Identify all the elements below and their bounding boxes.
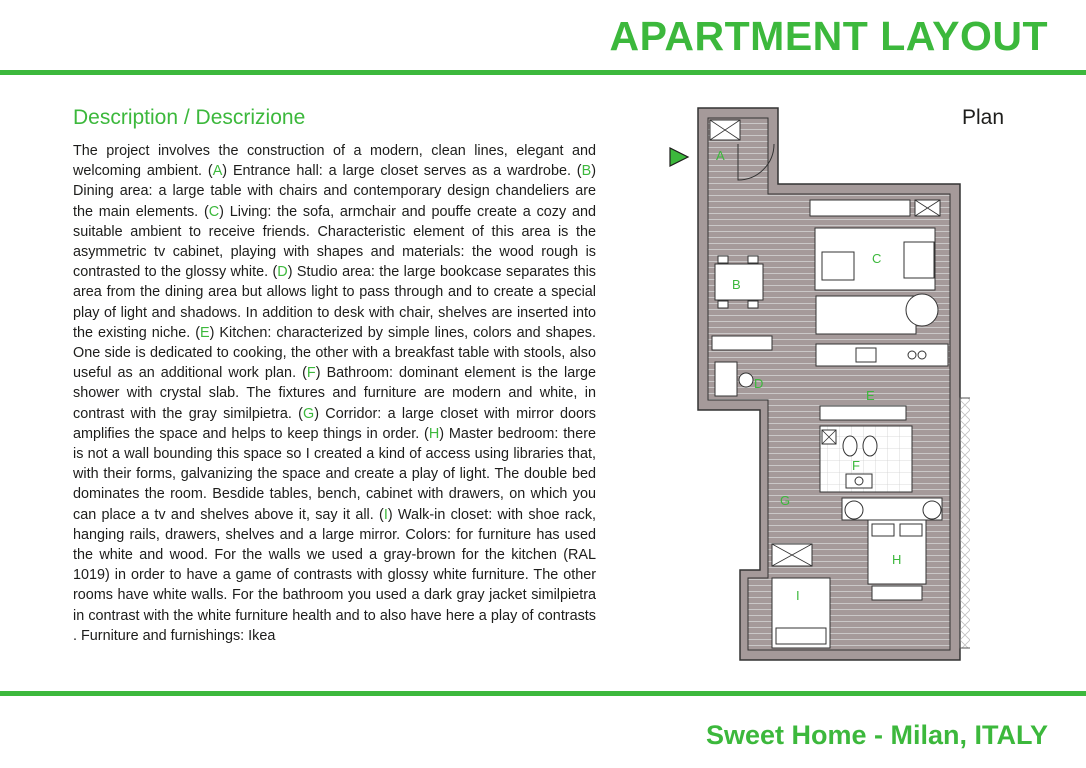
sofa	[816, 296, 916, 334]
top-divider	[0, 70, 1086, 75]
room-label-b: B	[732, 277, 741, 292]
room-letter-ref: F	[306, 365, 316, 382]
pouffe	[906, 294, 938, 326]
description-heading: Description / Descrizione	[73, 106, 306, 129]
room-letter-ref: H	[428, 425, 440, 442]
description-fragment: ) Entrance hall: a large closet serves as a wardrobe. (	[222, 163, 582, 180]
room-letter-ref: E	[200, 324, 210, 341]
description-fragment: ) Master bedroom: there is not a wall bounding this space so I created a kind of access using libraries that, with their forms, galvanizing the space and create a play of light. The double bed dominates the room. Besdide tables, bench, cabinet with drawers, on which you can place a tv and shelves above it, say it all. (	[73, 425, 596, 523]
bench	[872, 586, 922, 600]
room-letter-ref: D	[277, 264, 288, 281]
plan-label: Plan	[962, 106, 1005, 129]
description-fragment: ) Walk-in closet: with shoe rack, hanging rails, drawers, shelves and a large mirror. Colors: for furniture has used the white and wood. For the walls we used a gray-brown for the kitchen (RAL 1019) in order to have a game of contrasts with glossy white furniture. The other rooms have white walls. For the bathroom you used a dark gray jacket similpietra in contrast with the white furniture health and to also have here a play of contrasts . Furniture and furnishings: Ikea	[73, 506, 597, 644]
room-letter-ref: C	[208, 203, 220, 220]
description-fragment: ) Bathroom: dominant element is the large shower with crystal slab. The fixtures and furniture are modern and white, in contrast with the gray similpietra. (	[73, 365, 597, 422]
room-label-g: G	[780, 493, 791, 508]
footer-location: Sweet Home - Milan, ITALY	[705, 720, 1048, 750]
room-letter-ref: I	[383, 506, 388, 523]
breakfast-table	[820, 406, 906, 420]
description-text	[73, 141, 596, 646]
description-fragment: ) Dining area: a large table with chairs and contemporary design chandeliers are the main elements. (	[73, 163, 596, 220]
description-fragment: ) Living: the sofa, armchair and pouffe create a cozy and suitable ambient to receive friends. Characteristic element of this area is the asymmetric tv cabinet, playing with shapes and materials: the wood rough is contrasted to the glossy white. (	[73, 203, 596, 281]
studio-desk	[715, 362, 737, 396]
room-letter-ref: G	[302, 405, 315, 422]
description-fragment: ) Kitchen: characterized by simple lines, colors and shapes. One side is dedicated to cooking, the other with a breakfast table with stools, also useful as an additional work plan. (	[73, 324, 596, 382]
bottom-divider	[0, 691, 1086, 696]
tv-cabinet	[810, 200, 910, 216]
kitchen-counter	[816, 344, 948, 366]
entrance-arrow-icon	[670, 148, 688, 166]
description-fragment: ) Studio area: the large bookcase separates this area from the dining area but allows light to pass through and to create a special play of light and shadows. In addition to desk with chair, shelves are inserted into the existing niche. (	[73, 264, 596, 341]
page-title: APARTMENT LAYOUT	[609, 13, 1048, 59]
room-label-c: C	[872, 251, 882, 266]
room-label-e: E	[866, 388, 875, 403]
room-label-f: F	[852, 458, 860, 473]
description-fragment: ) Corridor: a large closet with mirror doors amplifies the space and helps to keep things in order. (	[73, 405, 596, 442]
room-letter-ref: B	[581, 163, 592, 180]
room-label-a: A	[716, 148, 725, 163]
description-fragment: The project involves the construction of a modern, clean lines, elegant and welcoming ambient. (	[73, 143, 596, 180]
room-label-d: D	[754, 376, 764, 391]
balcony	[960, 398, 970, 648]
room-label-h: H	[892, 552, 902, 567]
room-label-i: I	[796, 588, 800, 603]
floor-plan	[660, 100, 970, 670]
bookcase	[712, 336, 772, 350]
room-letter-ref: A	[212, 163, 223, 180]
